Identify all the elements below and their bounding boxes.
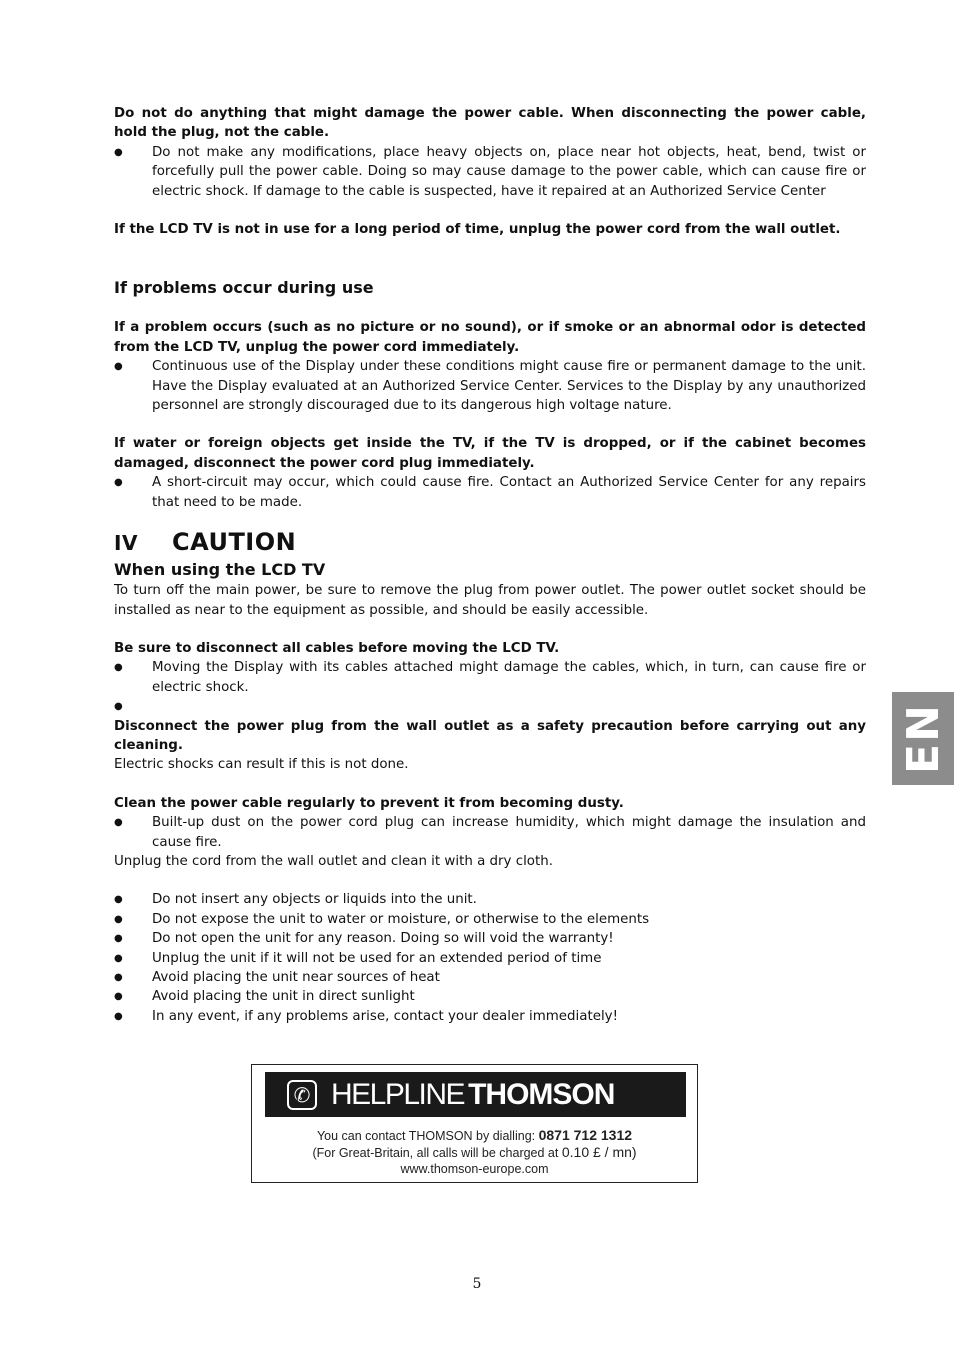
list-item: ● Avoid placing the unit near sources of heat — [114, 968, 866, 987]
problem-warning: If a problem occurs (such as no picture or no sound), or if smoke or an abnormal odor is detected from the LCD TV, unplug the power cord immediately. — [114, 320, 866, 355]
list-item: ● Unplug the unit if it will not be used for an extended period of time — [114, 949, 866, 968]
list-item-empty — [114, 697, 866, 716]
language-tab-label: EN — [897, 703, 949, 774]
list-item: ● A short-circuit may occur, which could cause fire. Contact an Authorized Service Center for any repairs that need to be made. — [114, 473, 866, 512]
list-item: ● Do not expose the unit to water or moisture, or otherwise to the elements — [114, 910, 866, 929]
general-precautions-list — [114, 890, 866, 1026]
cleaning-warning: Disconnect the power plug from the wall outlet as a safety precaution before carrying out any cleaning. — [114, 718, 866, 753]
list-item: ● Do not make any modifications, place heavy objects on, place near hot objects, heat, bend, twist or forcefully pull the power cable. Doing so may cause damage to the power cable, which can cause fire or electric shock. If damage to the cable is suspected, have it repaired at an Authorized Service Center — [114, 143, 866, 201]
phone-number: 0871 712 1312 — [538, 1127, 633, 1143]
charge-value: 0.10 £ / mn) — [561, 1144, 637, 1160]
section-number: IV — [114, 531, 138, 556]
helpline-box — [251, 1064, 698, 1183]
list-item: ● In any event, if any problems arise, contact your dealer immediately! — [114, 1007, 866, 1026]
helpline-banner — [265, 1072, 686, 1117]
water-list — [114, 473, 866, 512]
section-title: CAUTION — [172, 528, 297, 557]
dust-list — [114, 813, 866, 852]
contact-prefix: You can contact THOMSON by dialling: — [316, 1129, 536, 1143]
dust-warning: Clean the power cable regularly to prevent it from becoming dusty. — [114, 795, 624, 811]
page-body — [114, 104, 866, 1026]
power-cable-warning: Do not do anything that might damage the power cable. When disconnecting the power cable, hold the plug, not the cable. — [114, 106, 866, 141]
water-warning: If water or foreign objects get inside the TV, if the TV is dropped, or if the cabinet becomes damaged, disconnect the power cord plug immediately. — [114, 436, 866, 471]
helpline-info — [252, 1127, 697, 1177]
charge-prefix: (For Great-Britain, all calls will be charged at — [312, 1146, 559, 1160]
unplug-warning: If the LCD TV is not in use for a long period of time, unplug the power cord from the wall outlet. — [114, 222, 841, 238]
problems-heading: If problems occur during use — [114, 278, 374, 298]
list-item: ● Do not insert any objects or liquids into the unit. — [114, 890, 866, 909]
list-item: ● Do not open the unit for any reason. Doing so will void the warranty! — [114, 929, 866, 948]
power-cable-list — [114, 143, 866, 201]
phone-icon: ✆ — [287, 1080, 317, 1110]
page-number: 5 — [472, 1276, 482, 1292]
brand-logo-text: THOMSON — [468, 1077, 615, 1111]
language-tab — [892, 692, 954, 785]
cleaning-text: Electric shocks can result if this is not done. — [114, 757, 409, 773]
dust-text: Unplug the cord from the wall outlet and clean it with a dry cloth. — [114, 853, 553, 869]
problem-list — [114, 357, 866, 415]
list-item: ● Moving the Display with its cables attached might damage the cables, which, in turn, can cause fire or electric shock. — [114, 658, 866, 697]
website-link: www.thomson-europe.com — [400, 1162, 549, 1176]
caution-intro: To turn off the main power, be sure to remove the plug from power outlet. The power outlet socket should be installed as near to the equipment as possible, and should be easily accessible. — [114, 583, 866, 618]
caution-subheading: When using the LCD TV — [114, 560, 326, 580]
disconnect-cables-list — [114, 658, 866, 716]
helpline-label: HELPLINE — [331, 1077, 465, 1111]
disconnect-cables-warning: Be sure to disconnect all cables before moving the LCD TV. — [114, 640, 560, 656]
list-item: ● Avoid placing the unit in direct sunlight — [114, 987, 866, 1006]
list-item: ● Built-up dust on the power cord plug can increase humidity, which might damage the insulation and cause fire. — [114, 813, 866, 852]
list-item: ● Continuous use of the Display under these conditions might cause fire or permanent damage to the unit. Have the Display evaluated at an Authorized Service Center. Services to the Display by any unauthorized personnel are strongly discouraged due to its dangerous high voltage nature. — [114, 357, 866, 415]
caution-heading — [114, 526, 866, 559]
